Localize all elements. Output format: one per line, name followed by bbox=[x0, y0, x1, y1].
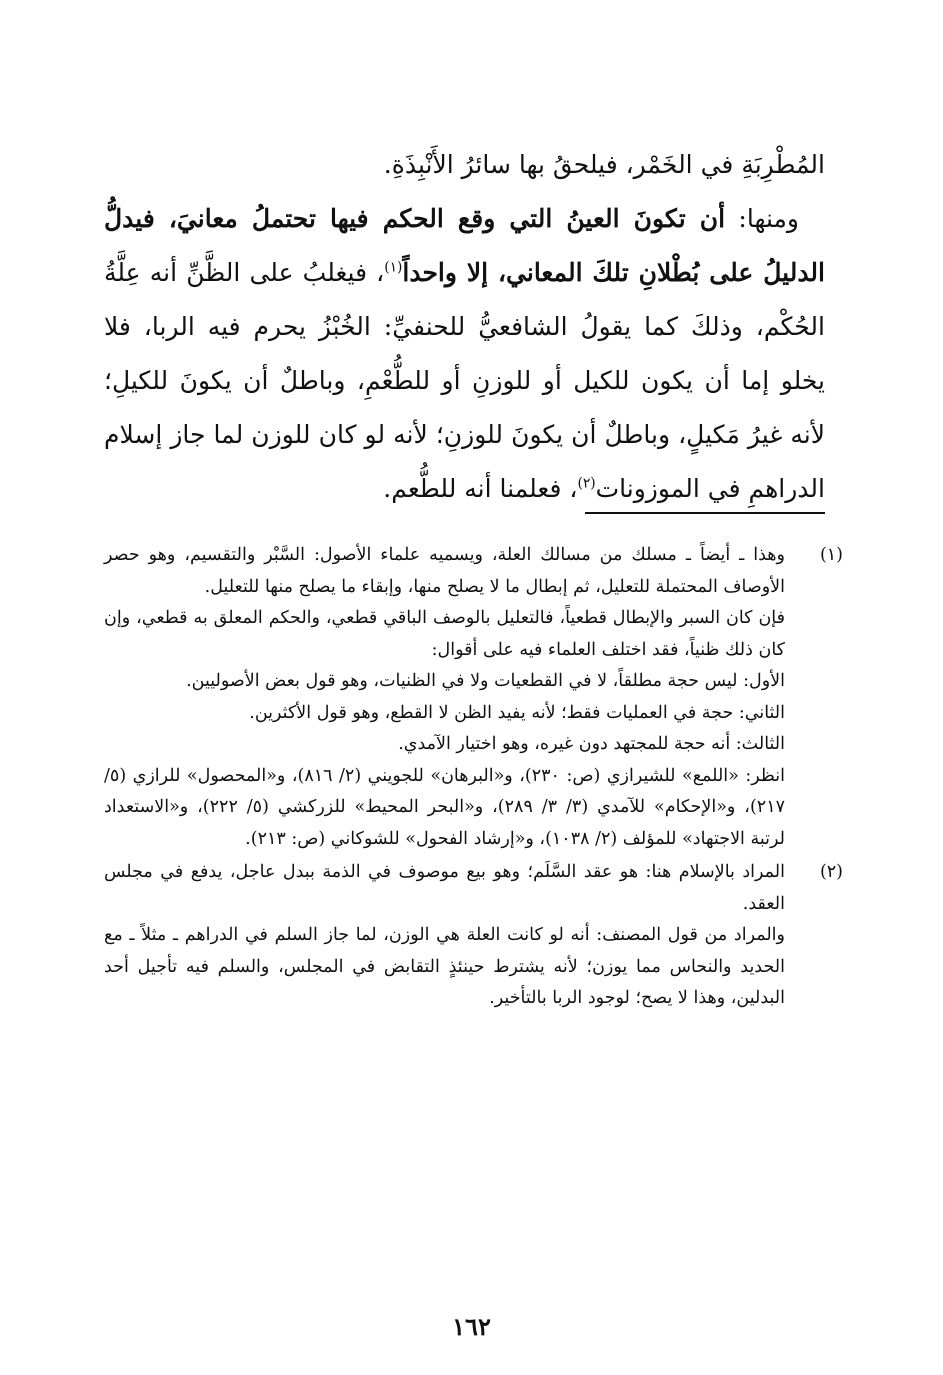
footnote-line: الأول: ليس حجة مطلقاً، لا في القطعيات ولا في الظنيات، وهو قول بعض الأصوليين. bbox=[186, 671, 785, 691]
paragraph-2 bbox=[104, 192, 825, 516]
footnote-number: (٢) bbox=[819, 862, 843, 882]
main-text bbox=[104, 138, 825, 516]
footnote-line: المراد بالإسلام هنا: هو عقد السَّلَم؛ وهو بيع موصوف في الذمة ببدل عاجل، يدفع في مجلس العقد. bbox=[104, 862, 785, 914]
paragraph-2-end: ، فعلمنا أنه للطُّعم. bbox=[383, 474, 578, 503]
footnote-2 bbox=[104, 857, 843, 1015]
footnote-line: فإن كان السبر والإبطال قطعياً، فالتعليل بالوصف الباقي قطعي، والحكم المعلق به قطعي، وإن كان ذلك ظنياً، فقد اختلف العلماء فيه على أقوال: bbox=[104, 608, 785, 660]
paragraph-2-bold: أن تكونَ العينُ التي وقع الحكم فيها تحتملُ معانيَ، فيدلُّ الدليلُ على بُطْلانِ تلكَ المعاني، إلا واحداً bbox=[104, 204, 825, 287]
page-number: ١٦٢ bbox=[452, 1312, 491, 1341]
paragraph-1: المُطْرِبَةِ في الخَمْر، فيلحقُ بها سائرُ الأَنْبِذَةِ. bbox=[383, 150, 825, 179]
footnote-number: (١) bbox=[819, 545, 843, 565]
footnote-separator bbox=[585, 512, 825, 514]
footnote-1 bbox=[104, 540, 843, 855]
footnote-line: الثاني: حجة في العمليات فقط؛ لأنه يفيد الظن لا القطع، وهو قول الأكثرين. bbox=[249, 702, 785, 723]
footnote-line: وهذا ـ أيضاً ـ مسلك من مسالك العلة، ويسميه علماء الأصول: السَّبْر والتقسيم، وهو حصر الأوصاف المحتملة للتعليل، ثم إبطال ما لا يصلح منها، وإبقاء ما يصلح منها للتعليل. bbox=[104, 545, 785, 597]
paragraph-2-intro: ومنها: bbox=[725, 204, 799, 233]
footnotes bbox=[104, 540, 843, 1015]
paragraph-2-rest: ، فيغلبُ على الظَّنِّ أنه عِلَّةُ الحُكْم، وذلكَ كما يقولُ الشافعيُّ للحنفيِّ: الخُبْزُ يحرم فيه الربا، فلا يخلو إما أن يكون للكيل أو للوزنِ أو للطُّعْمِ، وباطلٌ أن يكونَ للكيلِ؛ لأنه غيرُ مَكيلٍ، وباطلٌ أن يكونَ للوزنِ؛ لأنه لو كان للوزن لما جاز إسلام الدراهمِ في الموزونات bbox=[104, 258, 825, 503]
footnote-line: والمراد من قول المصنف: أنه لو كانت العلة هي الوزن، لما جاز السلم في الدراهم ـ مثلاً ـ مع الحديد والنحاس مما يوزن؛ لأنه يشترط حينئذٍ التقابض في المجلس، والسلم فيه تأجيل أحد البدلين، وهذا لا يصح؛ لوجود الربا بالتأخير. bbox=[104, 925, 785, 1008]
footnote-line: انظر: «اللمع» للشيرازي (ص: ٢٣٠)، و«البرهان» للجويني (٢/ ٨١٦)، و«المحصول» للرازي (٥/ ٢١٧)، و«الإحكام» للآمدي (٣/ ٣/ ٢٨٩)، و«البحر المحيط» للزركشي (٥/ ٢٢٢)، و«الاستعداد لرتبة الاجتهاد» للمؤلف (٢/ ١٠٣٨)، و«إرشاد الفحول» للشوكاني (ص: ٢١٣). bbox=[104, 765, 785, 849]
footnote-ref-2: (٢) bbox=[577, 475, 596, 492]
footnote-ref-1: (١) bbox=[384, 259, 403, 276]
footnote-line: الثالث: أنه حجة للمجتهد دون غيره، وهو اختيار الآمدي. bbox=[398, 734, 785, 754]
